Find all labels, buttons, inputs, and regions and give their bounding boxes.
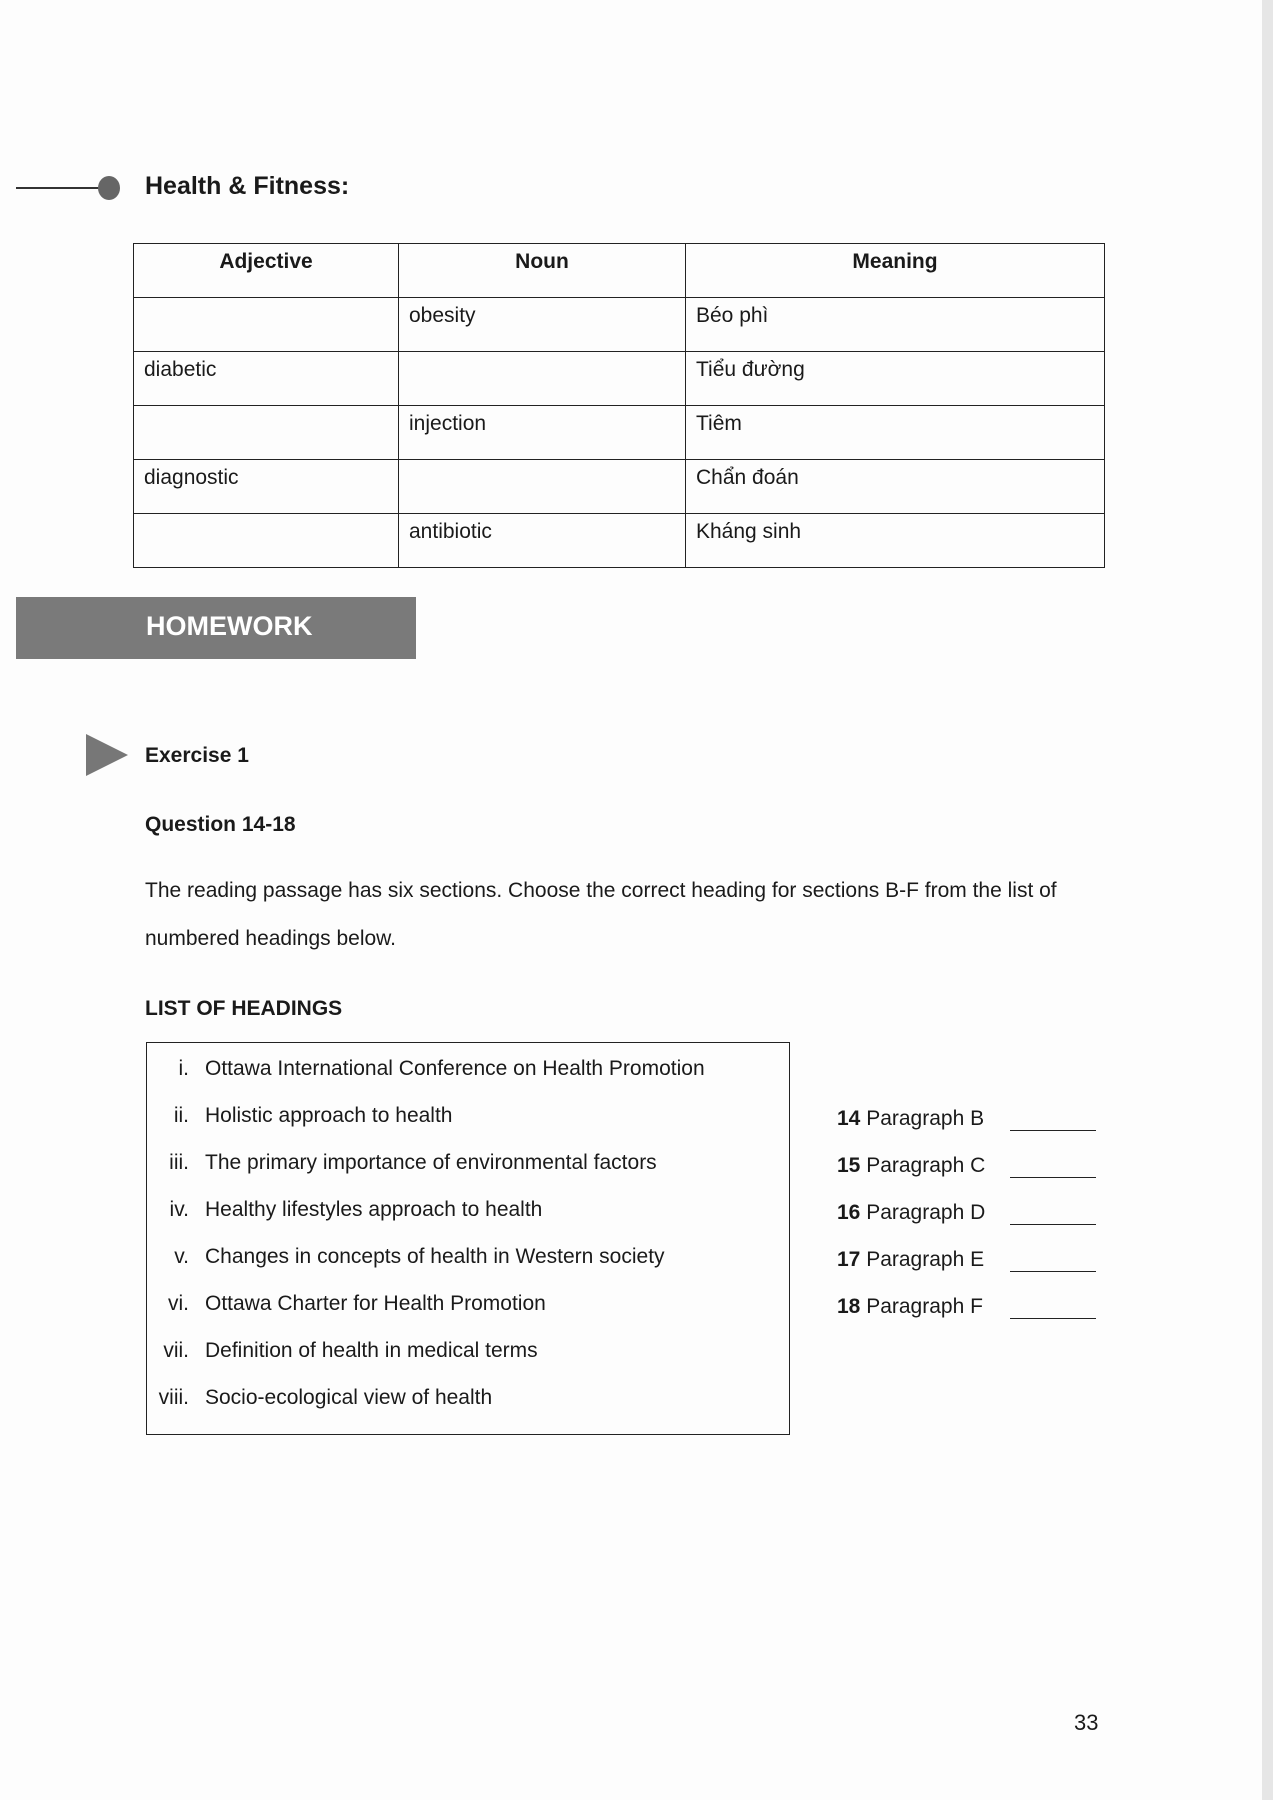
answer-item	[837, 1201, 985, 1225]
question-range: Question 14-18	[145, 813, 296, 836]
paragraph-label: Paragraph B	[866, 1107, 985, 1130]
answer-blank[interactable]	[1010, 1130, 1096, 1131]
answer-blank[interactable]	[1010, 1271, 1096, 1272]
table-header-row	[134, 244, 1105, 298]
table-cell: diagnostic	[134, 460, 399, 514]
table-cell: Tiểu đường	[686, 352, 1105, 406]
answer-item	[837, 1154, 985, 1178]
play-triangle-icon	[86, 734, 128, 776]
table-cell: Béo phì	[686, 298, 1105, 352]
bullet-dot-icon	[98, 176, 120, 200]
answer-item	[837, 1295, 983, 1319]
heading-text: Ottawa Charter for Health Promotion	[205, 1292, 546, 1315]
table-cell: obesity	[399, 298, 686, 352]
question-number: 18	[837, 1295, 861, 1318]
heading-number: viii.	[158, 1386, 189, 1409]
exercise-title: Exercise 1	[145, 744, 249, 767]
answer-item	[837, 1107, 984, 1131]
section-title: Health & Fitness:	[145, 172, 350, 200]
heading-text: The primary importance of environmental factors	[205, 1151, 657, 1174]
heading-text: Definition of health in medical terms	[205, 1339, 538, 1362]
table-cell: Tiêm	[686, 406, 1105, 460]
question-number: 17	[837, 1248, 861, 1271]
question-number: 14	[837, 1107, 861, 1130]
table-cell: injection	[399, 406, 686, 460]
homework-label: HOMEWORK	[146, 611, 313, 641]
heading-text: Changes in concepts of health in Western society	[205, 1245, 665, 1268]
page-number: 33	[1074, 1710, 1099, 1735]
page-edge	[1262, 0, 1273, 1800]
table-cell: Chẩn đoán	[686, 460, 1105, 514]
heading-text: Ottawa International Conference on Health Promotion	[205, 1057, 705, 1080]
heading-text: Healthy lifestyles approach to health	[205, 1198, 543, 1221]
answer-item	[837, 1248, 984, 1272]
homework-banner	[16, 597, 416, 659]
table-cell: Kháng sinh	[686, 514, 1105, 568]
table-row	[134, 514, 1105, 568]
answer-blank[interactable]	[1010, 1177, 1096, 1178]
heading-text: Holistic approach to health	[205, 1104, 453, 1127]
table-cell	[134, 406, 399, 460]
instructions: The reading passage has six sections. Choose the correct heading for sections B-F from the list of numbered headings below.	[145, 879, 1057, 950]
paragraph-label: Paragraph E	[866, 1248, 985, 1271]
table-cell	[399, 460, 686, 514]
table-cell	[134, 514, 399, 568]
table-cell: antibiotic	[399, 514, 686, 568]
header-adjective: Adjective	[134, 244, 399, 298]
headings-box	[146, 1042, 790, 1435]
paragraph-label: Paragraph D	[866, 1201, 986, 1224]
heading-number: i.	[178, 1057, 189, 1080]
bullet-line	[16, 187, 102, 189]
list-title: LIST OF HEADINGS	[145, 997, 343, 1020]
heading-number: iv.	[169, 1198, 189, 1221]
paragraph-label: Paragraph C	[866, 1154, 986, 1177]
heading-number: iii.	[169, 1151, 189, 1174]
table-row	[134, 298, 1105, 352]
table-cell	[399, 352, 686, 406]
table-row	[134, 406, 1105, 460]
header-meaning: Meaning	[686, 244, 1105, 298]
heading-text: Socio-ecological view of health	[205, 1386, 493, 1409]
question-number: 15	[837, 1154, 861, 1177]
table-row	[134, 460, 1105, 514]
header-noun: Noun	[399, 244, 686, 298]
heading-number: vi.	[168, 1292, 189, 1315]
heading-number: ii.	[173, 1104, 189, 1127]
heading-number: v.	[174, 1245, 189, 1268]
vocabulary-table	[133, 243, 1105, 568]
heading-number: vii.	[163, 1339, 189, 1362]
question-number: 16	[837, 1201, 861, 1224]
table-cell	[134, 298, 399, 352]
answer-blank[interactable]	[1010, 1318, 1096, 1319]
paragraph-label: Paragraph F	[866, 1295, 983, 1318]
answer-blank[interactable]	[1010, 1224, 1096, 1225]
table-cell: diabetic	[134, 352, 399, 406]
table-row	[134, 352, 1105, 406]
